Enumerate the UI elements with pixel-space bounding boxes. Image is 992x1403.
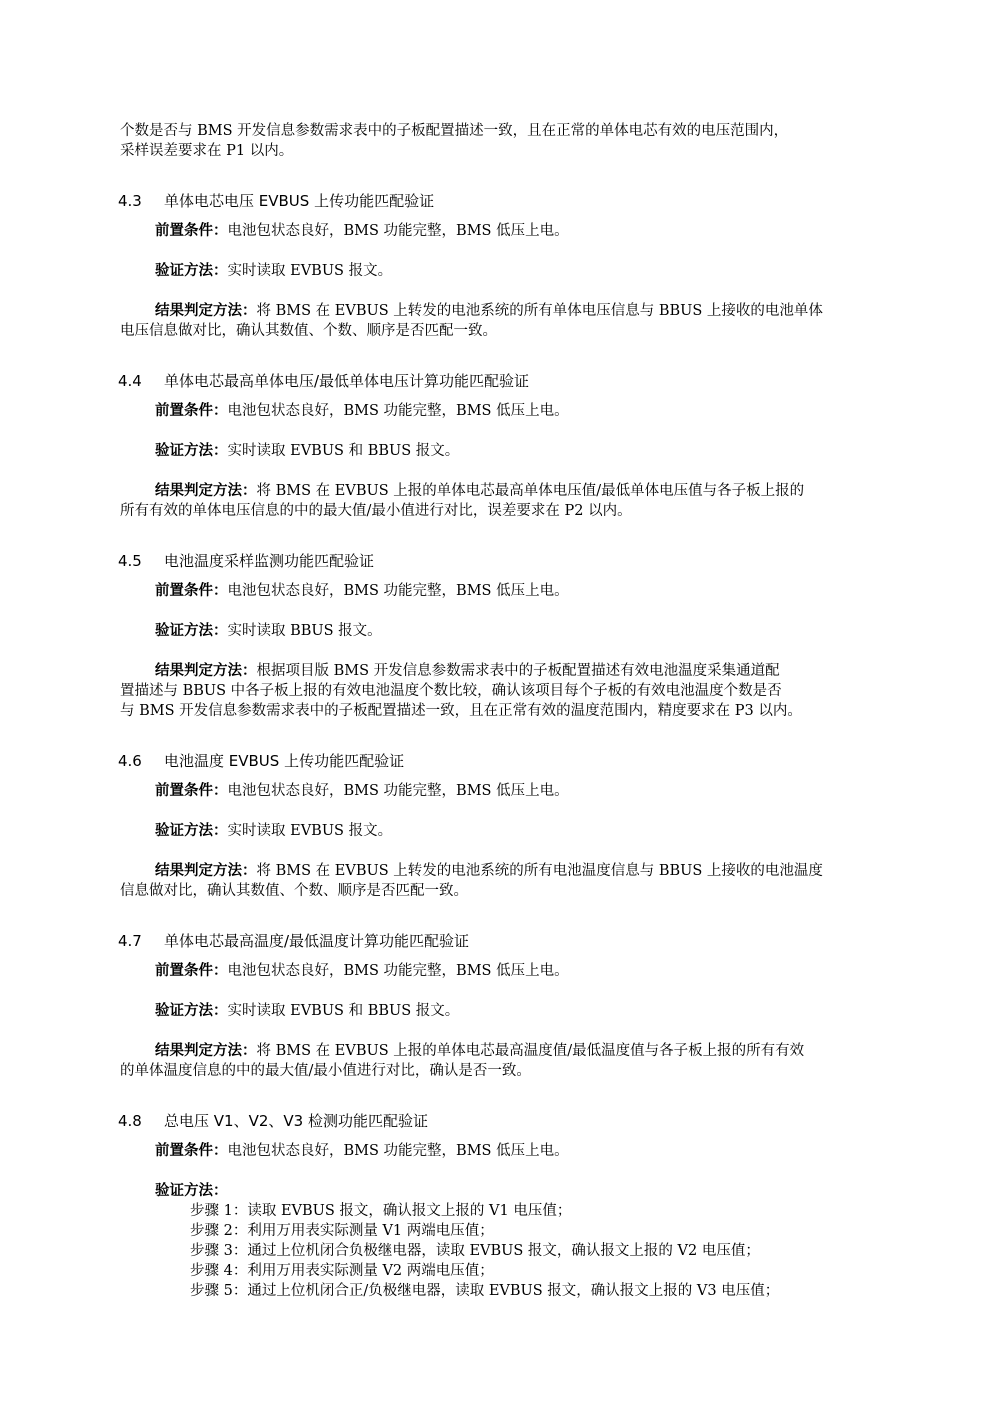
- method-text: 实时读取 BBUS 报文。: [227, 623, 382, 639]
- result-4-7-line-2: 的单体温度信息的中的最大值/最小值进行对比，确认是否一致。: [120, 1063, 531, 1079]
- section-number: 4.8: [118, 1112, 142, 1130]
- result-label: 结果判定方法：: [155, 863, 257, 879]
- result-4-3-line-1: [155, 301, 823, 321]
- method-text: 实时读取 EVBUS 和 BBUS 报文。: [227, 443, 460, 459]
- step-4: 步骤 4：利用万用表实际测量 V2 两端电压值；: [190, 1263, 494, 1279]
- precondition-label: 前置条件：: [155, 963, 228, 979]
- result-text: 将 BMS 在 EVBUS 上转发的电池系统的所有电池温度信息与 BBUS 上接收的电池温度: [256, 863, 823, 879]
- method-label: 验证方法：: [155, 443, 228, 459]
- precondition-text: 电池包状态良好，BMS 功能完整，BMS 低压上电。: [227, 223, 569, 239]
- result-text: 将 BMS 在 EVBUS 上报的单体电芯最高单体电压值/最低单体电压值与各子板上报的: [256, 483, 805, 499]
- precondition-text: 电池包状态良好，BMS 功能完整，BMS 低压上电。: [227, 783, 569, 799]
- section-number: 4.5: [118, 552, 142, 570]
- precondition-4-8: [155, 1141, 569, 1161]
- method-4-8: [155, 1181, 228, 1201]
- result-4-4-line-2: 所有有效的单体电压信息的中的最大值/最小值进行对比，误差要求在 P2 以内。: [120, 503, 632, 519]
- precondition-text: 电池包状态良好，BMS 功能完整，BMS 低压上电。: [227, 1143, 569, 1159]
- precondition-label: 前置条件：: [155, 783, 228, 799]
- method-label: 验证方法：: [155, 1003, 228, 1019]
- section-heading-4-8: [118, 1111, 428, 1131]
- section-heading-4-5: [118, 551, 374, 571]
- intro-line-1: 个数是否与 BMS 开发信息参数需求表中的子板配置描述一致，且在正常的单体电芯有效的电压范围内，: [120, 123, 789, 139]
- precondition-label: 前置条件：: [155, 1143, 228, 1159]
- section-number: 4.7: [118, 932, 142, 950]
- section-title: 总电压 V1、V2、V3 检测功能匹配验证: [164, 1112, 428, 1130]
- result-label: 结果判定方法：: [155, 663, 257, 679]
- precondition-4-4: [155, 401, 569, 421]
- method-text: 实时读取 EVBUS 报文。: [227, 263, 393, 279]
- section-number: 4.6: [118, 752, 142, 770]
- result-text: 将 BMS 在 EVBUS 上报的单体电芯最高温度值/最低温度值与各子板上报的所有有效: [256, 1043, 805, 1059]
- precondition-text: 电池包状态良好，BMS 功能完整，BMS 低压上电。: [227, 963, 569, 979]
- result-text: 将 BMS 在 EVBUS 上转发的电池系统的所有单体电压信息与 BBUS 上接收的电池单体: [256, 303, 823, 319]
- result-4-6-line-2: 信息做对比，确认其数值、个数、顺序是否匹配一致。: [120, 883, 468, 899]
- result-4-6-line-1: [155, 861, 823, 881]
- precondition-label: 前置条件：: [155, 223, 228, 239]
- method-4-7: [155, 1001, 459, 1021]
- precondition-text: 电池包状态良好，BMS 功能完整，BMS 低压上电。: [227, 583, 569, 599]
- method-text: 实时读取 EVBUS 和 BBUS 报文。: [227, 1003, 460, 1019]
- result-4-5-line-2: 置描述与 BBUS 中各子板上报的有效电池温度个数比较，确认该项目每个子板的有效电池温度个数是否: [120, 683, 782, 699]
- section-heading-4-7: [118, 931, 469, 951]
- result-text: 根据项目版 BMS 开发信息参数需求表中的子板配置描述有效电池温度采集通道配: [256, 663, 780, 679]
- step-1: 步骤 1：读取 EVBUS 报文，确认报文上报的 V1 电压值；: [190, 1203, 572, 1219]
- method-label: 验证方法：: [155, 1183, 228, 1199]
- result-label: 结果判定方法：: [155, 1043, 257, 1059]
- result-4-5-line-1: [155, 661, 780, 681]
- step-5: 步骤 5：通过上位机闭合正/负极继电器，读取 EVBUS 报文，确认报文上报的 V3 电压值；: [190, 1283, 780, 1299]
- step-3: 步骤 3：通过上位机闭合负极继电器，读取 EVBUS 报文，确认报文上报的 V2 电压值；: [190, 1243, 760, 1259]
- method-4-4: [155, 441, 459, 461]
- section-title: 单体电芯最高单体电压/最低单体电压计算功能匹配验证: [164, 372, 530, 390]
- section-heading-4-6: [118, 751, 404, 771]
- precondition-label: 前置条件：: [155, 583, 228, 599]
- method-4-5: [155, 621, 382, 641]
- result-4-5-line-3: 与 BMS 开发信息参数需求表中的子板配置描述一致，且在正常有效的温度范围内，精度要求在 P3 以内。: [120, 703, 802, 719]
- precondition-4-5: [155, 581, 569, 601]
- precondition-label: 前置条件：: [155, 403, 228, 419]
- section-title: 单体电芯最高温度/最低温度计算功能匹配验证: [164, 932, 470, 950]
- method-4-3: [155, 261, 392, 281]
- method-4-6: [155, 821, 392, 841]
- section-title: 单体电芯电压 EVBUS 上传功能匹配验证: [164, 192, 435, 210]
- section-heading-4-4: [118, 371, 529, 391]
- result-4-4-line-1: [155, 481, 804, 501]
- method-text: 实时读取 EVBUS 报文。: [227, 823, 393, 839]
- precondition-4-3: [155, 221, 569, 241]
- result-4-3-line-2: 电压信息做对比，确认其数值、个数、顺序是否匹配一致。: [120, 323, 497, 339]
- result-4-7-line-1: [155, 1041, 804, 1061]
- section-title: 电池温度采样监测功能匹配验证: [164, 552, 375, 570]
- method-label: 验证方法：: [155, 823, 228, 839]
- precondition-4-7: [155, 961, 569, 981]
- method-label: 验证方法：: [155, 263, 228, 279]
- intro-line-2: 采样误差要求在 P1 以内。: [120, 143, 294, 159]
- section-number: 4.3: [118, 192, 142, 210]
- precondition-text: 电池包状态良好，BMS 功能完整，BMS 低压上电。: [227, 403, 569, 419]
- step-2: 步骤 2：利用万用表实际测量 V1 两端电压值；: [190, 1223, 494, 1239]
- result-label: 结果判定方法：: [155, 303, 257, 319]
- section-heading-4-3: [118, 191, 434, 211]
- precondition-4-6: [155, 781, 569, 801]
- method-label: 验证方法：: [155, 623, 228, 639]
- section-title: 电池温度 EVBUS 上传功能匹配验证: [164, 752, 405, 770]
- section-number: 4.4: [118, 372, 142, 390]
- result-label: 结果判定方法：: [155, 483, 257, 499]
